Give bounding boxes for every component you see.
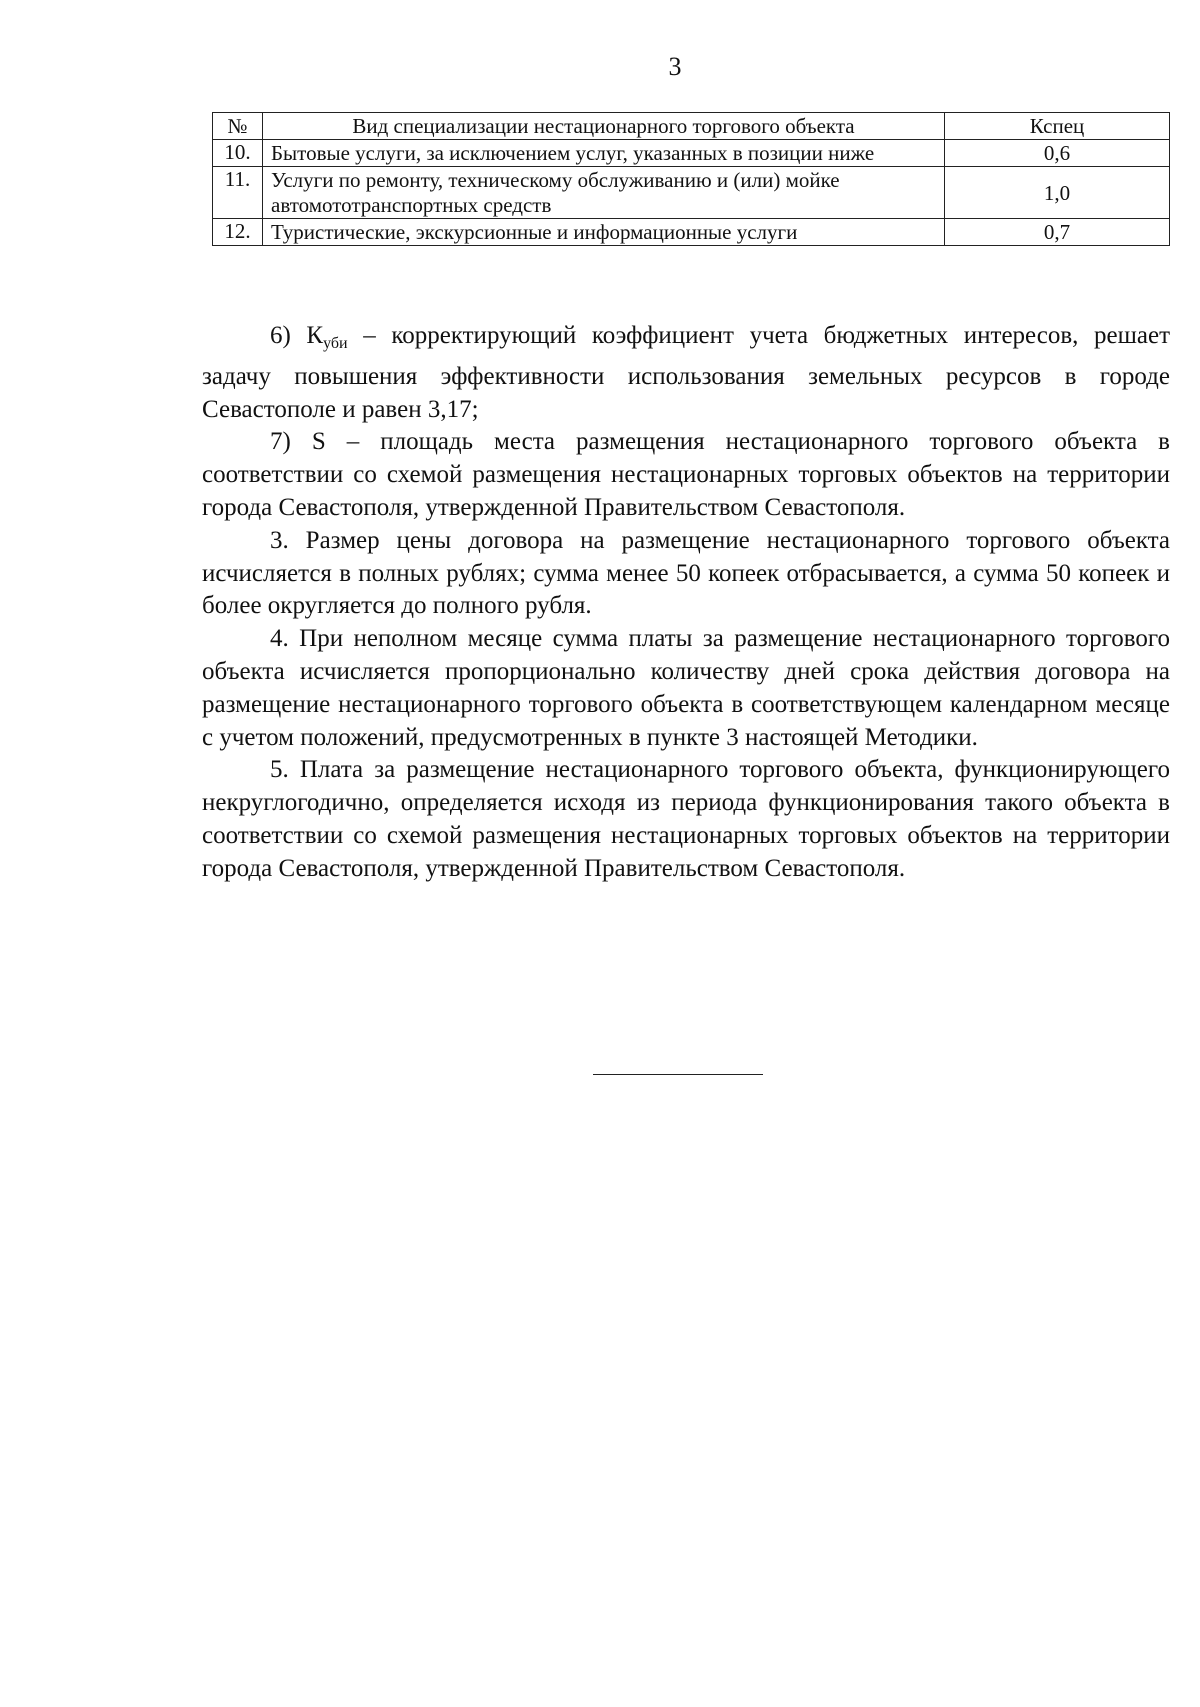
paragraph-3: 3. Размер цены договора на размещение нестационарного торгового объекта исчисляется в полных рублях; сумма менее 50 копеек отбрасывается, а сумма 50 копеек и более округляется до полного рубля. bbox=[202, 526, 1170, 620]
row-coef: 0,6 bbox=[945, 140, 1170, 167]
paragraph-4: 4. При неполном месяце сумма платы за размещение нестационарного торгового объекта исчисляется пропорционально количеству дней срока действия договора на размещение нестационарного торгового объекта в соответствующем календарном месяце с учетом положений, предусмотренных в пункте 3 настоящей Методики. bbox=[202, 625, 1170, 751]
table-row bbox=[213, 167, 1170, 219]
row-coef: 0,7 bbox=[945, 219, 1170, 246]
paragraph-6 bbox=[202, 320, 1170, 426]
header-num: № bbox=[213, 113, 263, 140]
k-subscript: уби bbox=[323, 335, 348, 352]
header-coef: Кспец bbox=[945, 113, 1170, 140]
end-divider bbox=[593, 1074, 763, 1075]
table-row bbox=[213, 219, 1170, 246]
page-number: 3 bbox=[668, 52, 682, 81]
row-name: Туристические, экскурсионные и информационные услуги bbox=[263, 219, 945, 246]
row-coef: 1,0 bbox=[945, 167, 1170, 219]
k-symbol: 6) К bbox=[270, 322, 324, 349]
row-name: Бытовые услуги, за исключением услуг, указанных в позиции ниже bbox=[263, 140, 945, 167]
paragraph-5: 5. Плата за размещение нестационарного торгового объекта, функционирующего некруглогодично, определяется исходя из периода функционирования такого объекта в соответствии со схемой размещения нестационарных торговых объектов на территории города Севастополя, утвержденной Правительством Севастополя. bbox=[202, 756, 1170, 882]
specialization-table bbox=[212, 112, 1170, 246]
row-name: Услуги по ремонту, техническому обслуживанию и (или) мойке автомототранспортных средств bbox=[263, 167, 945, 219]
header-name: Вид специализации нестационарного торгового объекта bbox=[263, 113, 945, 140]
table-header-row bbox=[213, 113, 1170, 140]
paragraph-6-text: – корректирующий коэффициент учета бюджетных интересов, решает задачу повышения эффективности использования земельных ресурсов в городе Севастополе и равен 3,17; bbox=[202, 322, 1171, 423]
body-text bbox=[202, 320, 1170, 886]
paragraph-7: 7) S – площадь места размещения нестационарного торгового объекта в соответствии со схемой размещения нестационарных торговых объектов на территории города Севастополя, утвержденной Правительством Севастополя. bbox=[202, 428, 1170, 521]
row-num: 11. bbox=[213, 167, 263, 219]
row-num: 10. bbox=[213, 140, 263, 167]
table-row bbox=[213, 140, 1170, 167]
row-num: 12. bbox=[213, 219, 263, 246]
